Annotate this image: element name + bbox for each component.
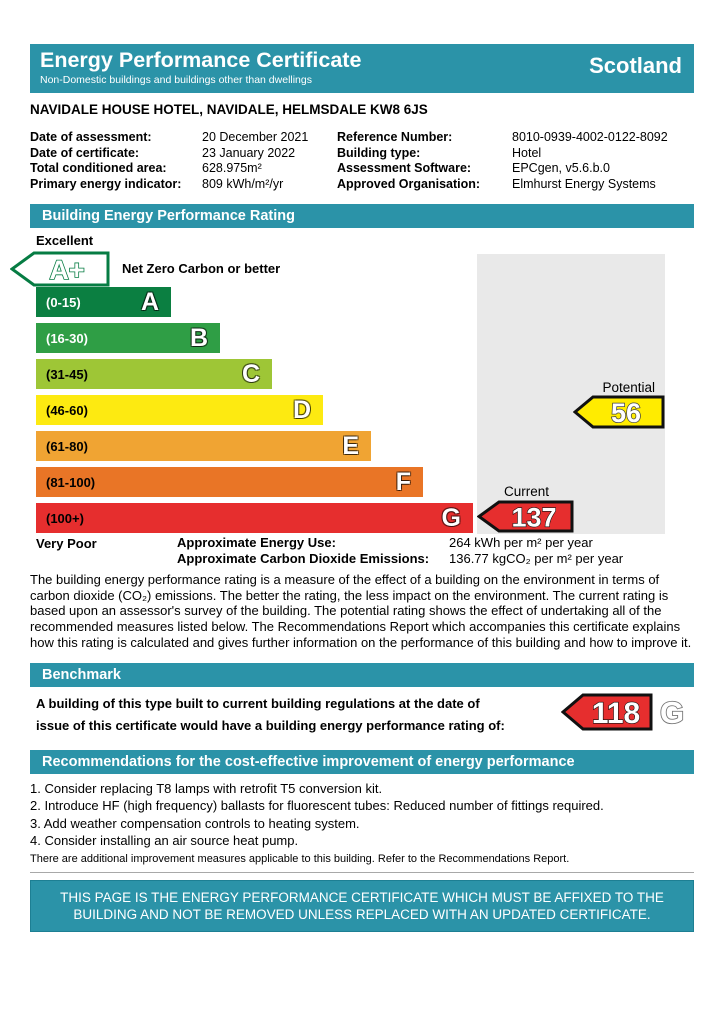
scale-bottom-label: Very Poor — [36, 536, 97, 551]
detail-label: Primary energy indicator: — [30, 176, 182, 191]
benchmark-row — [30, 690, 694, 738]
page-subtitle: Non-Domestic buildings and buildings other than dwellings — [40, 74, 312, 86]
recommendations-note: There are additional improvement measures applicable to this building. Refer to the Recommendations Report. — [30, 852, 570, 865]
detail-label: Date of assessment: — [30, 130, 152, 144]
emissions-value: 136.77 kgCO₂ per m² per year — [449, 551, 624, 566]
recommendations-heading: Recommendations for the cost-effective improvement of energy performance — [30, 750, 694, 774]
aplus-band-badge — [10, 251, 110, 292]
footer-notice: THIS PAGE IS THE ENERGY PERFORMANCE CERTIFICATE WHICH MUST BE AFFIXED TO THE BUILDING AND NOT BE REMOVED UNLESS REPLACED WITH AN UPDATED CERTIFICATE. — [30, 880, 694, 932]
rating-chart — [30, 228, 694, 566]
potential-label: Potential — [602, 380, 655, 395]
detail-label: Reference Number: — [337, 130, 453, 144]
current-arrow-icon — [477, 500, 574, 533]
detail-value: Elmhurst Energy Systems — [512, 176, 656, 191]
benchmark-heading: Benchmark — [30, 663, 694, 687]
benchmark-rating-value: 118 — [591, 696, 641, 730]
rating-description: The building energy performance rating is a measure of the effect of a building on the environment in terms of carbon dioxide (CO₂) emissions. The better the rating, the less impact on the environment. The current rating is based upon an assessor's survey of the building. The potential rating shows the effect of undertaking all of the recommended measures listed below. The Recommendations Report which accompanies this certificate explains how this rating is calculated and gives further information on the performance of this building and how to improve it. — [30, 572, 692, 650]
recommendation-item: 1. Consider replacing T8 lamps with retrofit T5 conversion kit. — [30, 780, 383, 796]
netzero-label: Net Zero Carbon or better — [122, 261, 281, 276]
detail-value: EPCgen, v5.6.b.0 — [512, 161, 610, 175]
band-letter: D — [292, 396, 311, 424]
divider-rule — [30, 872, 694, 873]
benchmark-rating-arrow — [561, 693, 689, 731]
building-address: NAVIDALE HOUSE HOTEL, NAVIDALE, HELMSDALE KW8 6JS — [30, 102, 428, 117]
rating-band-row — [36, 287, 171, 317]
potential-rating-value: 56 — [610, 398, 642, 428]
header-title-block — [40, 49, 361, 86]
recommendations-list — [30, 780, 694, 850]
scale-top-label: Excellent — [36, 233, 94, 248]
band-range-label: (100+) — [46, 510, 84, 526]
emissions-label: Approximate Carbon Dioxide Emissions: — [177, 551, 430, 566]
rating-band-row — [36, 503, 473, 533]
band-range-label: (46-60) — [46, 402, 88, 418]
benchmark-arrow-icon — [561, 693, 653, 731]
page-title: Energy Performance Certificate — [40, 48, 362, 72]
benchmark-band-letter-icon — [653, 693, 689, 731]
aplus-arrow-icon — [10, 251, 110, 287]
recommendation-item: 4. Consider installing an air source heat pump. — [30, 833, 299, 849]
energy-use-label: Approximate Energy Use: — [177, 535, 336, 550]
band-range-label: (61-80) — [46, 438, 88, 454]
potential-arrow-icon — [573, 395, 665, 429]
detail-value: 8010-0939-4002-0122-8092 — [512, 130, 668, 144]
energy-use-value: 264 kWh per m² per year — [449, 535, 593, 550]
aplus-letter: A+ — [49, 255, 85, 285]
detail-value: 809 kWh/m²/yr — [202, 176, 284, 191]
region-label: Scotland — [589, 53, 682, 78]
detail-label: Date of certificate: — [30, 145, 140, 160]
detail-label: Approved Organisation: — [337, 176, 481, 191]
rating-band-row — [36, 359, 272, 389]
band-range-label: (16-30) — [46, 330, 88, 346]
detail-label: Building type: — [337, 145, 421, 160]
detail-label: Total conditioned area: — [30, 161, 167, 175]
current-label: Current — [503, 484, 549, 499]
detail-value: 20 December 2021 — [202, 130, 309, 144]
benchmark-text-line1: A building of this type built to current building regulations at the date of — [36, 695, 480, 711]
current-rating-value: 137 — [511, 502, 557, 533]
band-letter: F — [395, 468, 411, 496]
recommendation-item: 2. Introduce HF (high frequency) ballasts for fluorescent tubes: Reduced number of fittings required. — [30, 798, 604, 814]
benchmark-text-line2: issue of this certificate would have a building energy performance rating of: — [36, 717, 505, 733]
rating-band-row — [36, 431, 371, 461]
band-letter: B — [189, 324, 208, 352]
current-rating-arrow — [477, 500, 574, 538]
band-range-label: (31-45) — [46, 366, 88, 382]
recommendation-item: 3. Add weather compensation controls to heating system. — [30, 815, 360, 831]
details-grid — [30, 130, 694, 192]
rating-band-row — [36, 467, 423, 497]
band-letter: C — [241, 360, 260, 388]
band-range-label: (0-15) — [46, 294, 81, 310]
band-letter: A — [140, 288, 159, 316]
rating-band-row — [36, 323, 220, 353]
header-band — [30, 44, 694, 93]
detail-value: 628.975m² — [202, 161, 262, 175]
band-range-label: (81-100) — [46, 474, 96, 490]
rating-band-row — [36, 395, 323, 425]
band-letter: E — [342, 432, 359, 460]
rating-section-heading: Building Energy Performance Rating — [30, 204, 694, 228]
certificate-content — [30, 44, 694, 932]
band-letter: G — [441, 504, 461, 532]
detail-value: 23 January 2022 — [202, 145, 296, 160]
benchmark-band-letter: G — [659, 694, 685, 730]
detail-label: Assessment Software: — [337, 161, 472, 175]
potential-rating-arrow — [573, 395, 665, 434]
detail-value: Hotel — [512, 145, 542, 160]
